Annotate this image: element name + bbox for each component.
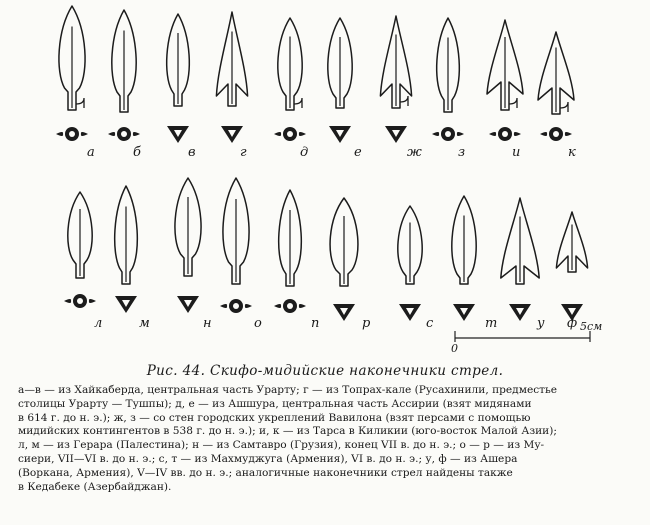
cross-section-hole — [287, 131, 293, 137]
caption-line: мидийских контингентов в 538 г. до н. э.); и, к — из Тарса в Киликии (юго-восток Малой Азии); — [18, 425, 557, 438]
arrowhead-2 — [167, 14, 190, 143]
label-o: о — [254, 316, 262, 331]
label-k: к — [568, 145, 576, 160]
arrowhead-5 — [328, 18, 352, 143]
label-b: б — [133, 145, 141, 160]
scale-unit-label: 5см — [580, 320, 603, 333]
caption-line: в 614 г. до н. э.); ж, з — со стен городских укреплений Вавилона (взят персами с помощью — [18, 411, 531, 424]
arrowhead-12 — [175, 178, 201, 313]
label-s: с — [426, 316, 434, 331]
cross-section-wing-left — [64, 299, 71, 303]
caption-line: л, м — из Герара (Палестина); н — из Самтавро (Грузия), конец VII в. до н. э.; о — р — из Му- — [18, 439, 545, 452]
figure-caption-title: Рис. 44. Скифо-мидийские наконечники стрел. — [146, 363, 504, 379]
cross-section-hole — [553, 131, 559, 137]
label-g: г — [240, 145, 247, 160]
cross-section-wing-right — [457, 132, 464, 136]
label-d: д — [300, 145, 309, 160]
label-f: ф — [567, 316, 578, 331]
arrowhead-1 — [108, 10, 140, 141]
cross-section-wing-right — [89, 299, 96, 303]
label-a: а — [87, 145, 95, 160]
cross-section-hole — [77, 298, 83, 304]
cross-section-wing-left — [220, 304, 227, 308]
arrowheads-group — [56, 6, 588, 321]
label-zh: ж — [407, 145, 422, 160]
caption-line: а—в — из Хайкаберда, центральная часть Урарту; г — из Топрах-кале (Русахинили, предместье — [18, 384, 558, 396]
arrowhead-spur — [509, 98, 517, 108]
cross-section-wing-left — [540, 132, 547, 136]
caption-line: сиери, VII—VI в. до н. э.; с, т — из Махмуджуга (Армения), VI в. до н. э.; у, ф — из Ашера — [18, 452, 518, 465]
arrowhead-13 — [220, 178, 252, 313]
arrowhead-18 — [501, 198, 539, 321]
arrowhead-14 — [274, 190, 306, 313]
arrowhead-3 — [216, 12, 247, 143]
arrowhead-4 — [274, 18, 306, 141]
cross-section-wing-right — [133, 132, 140, 136]
label-t: т — [485, 316, 498, 331]
label-n: н — [203, 316, 212, 331]
arrowhead-7 — [432, 18, 464, 141]
figure-labels — [87, 145, 577, 331]
label-v: в — [188, 145, 196, 160]
arrowhead-0 — [56, 6, 88, 141]
scale-bar — [451, 320, 602, 355]
arrowhead-8 — [487, 20, 523, 141]
arrowhead-16 — [398, 206, 422, 321]
label-u: у — [537, 316, 545, 331]
cross-section-wing-left — [432, 132, 439, 136]
label-m: м — [139, 316, 150, 331]
label-z: з — [458, 145, 466, 160]
cross-section-wing-left — [489, 132, 496, 136]
caption-line: (Воркана, Армения), V—IV вв. до н. э.; аналогичные наконечники стрел найдены также — [18, 466, 513, 479]
cross-section-wing-right — [565, 132, 572, 136]
cross-section-wing-left — [274, 304, 281, 308]
label-l: л — [94, 316, 103, 331]
cross-section-hole — [287, 303, 293, 309]
label-e: е — [354, 145, 362, 160]
arrowhead-17 — [452, 196, 476, 321]
cross-section-hole — [69, 131, 75, 137]
cross-section-hole — [445, 131, 451, 137]
label-r: р — [362, 316, 371, 331]
figure-caption-body — [18, 384, 632, 494]
cross-section-wing-left — [56, 132, 63, 136]
cross-section-hole — [233, 303, 239, 309]
cross-section-wing-right — [299, 132, 306, 136]
arrowhead-19 — [556, 212, 587, 321]
cross-section-wing-right — [81, 132, 88, 136]
arrowhead-6 — [380, 16, 411, 143]
caption-line: столицы Урарту — Тушпы); д, е — из Ашшура, центральная часть Ассирии (взят мидянами — [18, 397, 532, 410]
cross-section-wing-right — [299, 304, 306, 308]
arrowhead-10 — [64, 192, 96, 308]
cross-section-hole — [502, 131, 508, 137]
cross-section-hole — [121, 131, 127, 137]
caption-line: в Кедабеке (Азербайджан). — [18, 480, 172, 493]
cross-section-wing-right — [514, 132, 521, 136]
arrowhead-spur — [76, 98, 84, 108]
label-i: и — [512, 145, 521, 160]
arrowhead-15 — [330, 198, 358, 321]
cross-section-wing-left — [108, 132, 115, 136]
cross-section-wing-left — [274, 132, 281, 136]
arrowhead-9 — [538, 32, 574, 141]
arrowhead-spur — [560, 102, 568, 112]
arrowhead-spur — [400, 96, 408, 106]
label-p: п — [311, 316, 320, 331]
arrowhead-11 — [115, 186, 138, 313]
cross-section-wing-right — [245, 304, 252, 308]
scale-zero-label: 0 — [451, 342, 458, 355]
arrowhead-spur — [294, 98, 302, 108]
